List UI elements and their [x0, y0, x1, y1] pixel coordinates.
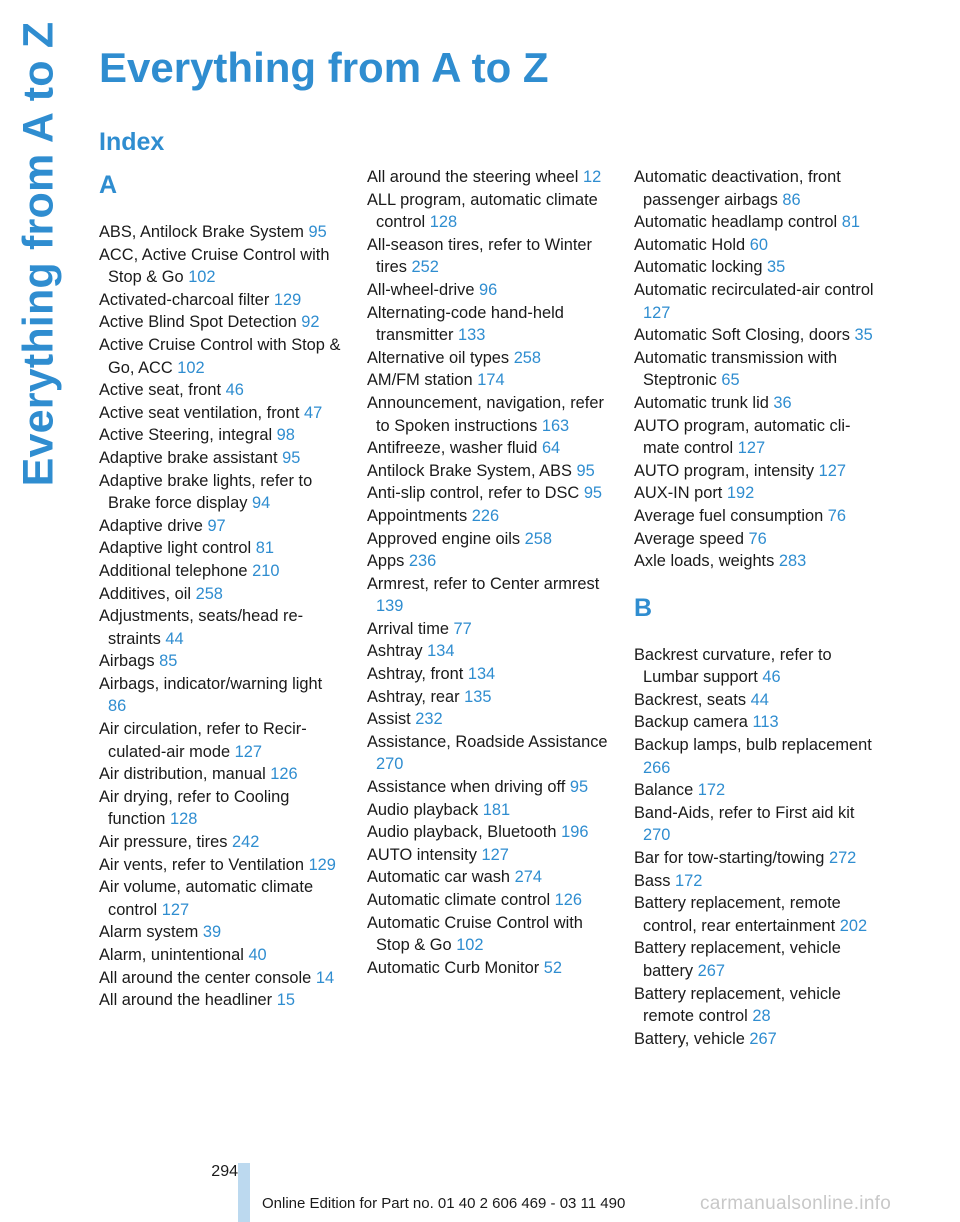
- index-entry-page-link[interactable]: 76: [827, 506, 847, 525]
- index-entry-term: Alternative oil types: [367, 348, 510, 367]
- index-entry: [367, 528, 611, 551]
- index-entry-term: Average speed: [634, 529, 744, 548]
- index-entry: [99, 763, 343, 786]
- index-entry-page-link[interactable]: 113: [752, 713, 779, 732]
- index-column-2: [367, 166, 611, 979]
- index-entry-page-link[interactable]: 77: [453, 619, 472, 638]
- index-entry: [367, 573, 611, 618]
- side-section-title-text: Everything from A to Z: [14, 21, 63, 487]
- index-entry-page-link[interactable]: 127: [481, 845, 509, 864]
- index-entry-term: Ashtray, front: [367, 665, 464, 684]
- index-entry-term: Anti-slip control, refer to DSC: [367, 484, 580, 503]
- index-entry: [99, 921, 343, 944]
- index-entry: [367, 776, 611, 799]
- index-entry: [367, 957, 611, 980]
- index-entry: [99, 718, 343, 763]
- index-entry-page-link[interactable]: 128: [169, 810, 198, 829]
- index-entry: [367, 866, 611, 889]
- index-entry-page-link[interactable]: 232: [415, 710, 443, 729]
- index-entry-term: ALL program, automatic climate control: [367, 190, 598, 232]
- index-entry: [99, 311, 343, 334]
- index-entry: [634, 937, 878, 982]
- index-entry-page-link[interactable]: 97: [207, 516, 226, 535]
- index-entry-page-link[interactable]: 192: [726, 484, 755, 503]
- index-entry-term: Air pressure, tires: [99, 833, 228, 852]
- index-entry-page-link[interactable]: 266: [643, 758, 671, 777]
- index-entry-term: Assistance, Roadside Assistance: [367, 732, 608, 751]
- index-entry-term: Antifreeze, washer fluid: [367, 439, 538, 458]
- index-entry-term: Automatic deactivation, front passenger airbags: [634, 168, 841, 209]
- index-entry: [634, 415, 878, 460]
- index-entry-term: Alarm, unintentional: [99, 946, 244, 964]
- index-entry: [634, 847, 878, 870]
- index-entry: [99, 605, 343, 650]
- index-entry-page-link[interactable]: 102: [177, 358, 205, 377]
- index-entry-page-link[interactable]: 46: [225, 381, 244, 400]
- index-entry: [634, 256, 878, 279]
- index-entry-term: Ashtray: [367, 642, 423, 661]
- index-entry-term: Additives, oil: [99, 584, 192, 603]
- index-entry: [99, 289, 343, 312]
- index-entry: [367, 302, 611, 347]
- index-entry-page-link[interactable]: 127: [643, 303, 671, 322]
- index-entry-term: Backup lamps, bulb replacement: [634, 736, 872, 755]
- index-entry-page-link[interactable]: 92: [301, 313, 320, 332]
- index-entry-page-link[interactable]: 95: [576, 461, 595, 480]
- index-entry: [99, 989, 343, 1012]
- index-entry: [99, 854, 343, 877]
- index-entry: [634, 347, 878, 392]
- index-entry-page-link[interactable]: 272: [828, 849, 857, 868]
- index-entry: [634, 392, 878, 415]
- index-entry-page-link[interactable]: 47: [304, 403, 323, 422]
- index-entry-term: Automatic car wash: [367, 868, 511, 887]
- index-entry: [99, 470, 343, 515]
- index-entry: [99, 221, 343, 244]
- index-entry-term: Assist: [367, 710, 411, 729]
- index-entry-term: AUX-IN port: [634, 484, 723, 503]
- index-entry: [634, 279, 878, 324]
- index-entry-page-link[interactable]: 134: [427, 642, 455, 661]
- index-entry-page-link[interactable]: 96: [479, 280, 498, 299]
- index-entry-page-link[interactable]: 15: [276, 991, 295, 1010]
- index-entry: [634, 324, 878, 347]
- index-entry-term: Automatic headlamp control: [634, 213, 838, 232]
- index-entry-term: Air drying, refer to Cooling function: [99, 787, 290, 829]
- index-entry-term: All around the headliner: [99, 991, 273, 1010]
- index-entry: [367, 731, 611, 776]
- index-entry-page-link[interactable]: 129: [308, 855, 336, 874]
- index-entry-term: Active seat, front: [99, 381, 222, 400]
- index-entry-page-link[interactable]: 139: [376, 597, 404, 616]
- index-entry-page-link[interactable]: 267: [697, 962, 726, 980]
- index-entry: [367, 663, 611, 686]
- index-entry: [367, 166, 611, 189]
- index-entry-term: All-wheel-drive: [367, 280, 475, 299]
- index-entry-term: Assistance when driving off: [367, 778, 566, 797]
- index-entry-term: Antilock Brake System, ABS: [367, 461, 572, 480]
- index-entry-page-link[interactable]: 135: [464, 687, 492, 706]
- index-entry-page-link[interactable]: 270: [376, 755, 404, 774]
- index-entry-page-link[interactable]: 64: [541, 439, 561, 458]
- index-entry: [367, 640, 611, 663]
- index-entry-page-link[interactable]: 258: [513, 348, 542, 367]
- index-entry-term: AUTO intensity: [367, 845, 477, 864]
- index-entry: [634, 711, 878, 734]
- index-entry-page-link[interactable]: 181: [482, 800, 511, 819]
- index-entry: [367, 550, 611, 573]
- index-entry-page-link[interactable]: 242: [232, 833, 260, 852]
- index-entry-term: Air circulation, refer to Recirculated-air mode: [99, 720, 307, 761]
- index-entry-page-link[interactable]: 44: [750, 690, 769, 709]
- index-entry-page-link[interactable]: 274: [514, 868, 542, 887]
- page-number: 294: [211, 1163, 238, 1180]
- index-entry: [367, 437, 611, 460]
- index-entry-term: AUTO program, automatic climate control: [634, 416, 851, 458]
- index-entry-term: Active seat ventilation, front: [99, 403, 300, 422]
- index-entry-page-link[interactable]: 163: [541, 416, 570, 435]
- index-column-1: [99, 166, 343, 1012]
- index-entry: [634, 734, 878, 779]
- page-title: Everything from A to Z: [99, 44, 549, 91]
- index-entry-term: Adaptive light control: [99, 539, 252, 558]
- index-entry-term: Armrest, refer to Center armrest: [367, 574, 600, 593]
- index-entry-page-link[interactable]: 236: [408, 552, 437, 571]
- index-entry-page-link[interactable]: 81: [255, 539, 274, 558]
- index-entry-page-link[interactable]: 40: [248, 946, 267, 964]
- index-entry-term: Battery, vehicle: [634, 1029, 745, 1048]
- index-entry: [634, 482, 878, 505]
- index-entry-page-link[interactable]: 267: [749, 1029, 777, 1048]
- index-entry-term: Alternating-code hand-held transmitter: [367, 303, 564, 345]
- index-entry-page-link[interactable]: 172: [675, 871, 703, 890]
- index-entry-page-link[interactable]: 86: [782, 190, 801, 209]
- index-entry-term: Airbags, indicator/warning light: [99, 674, 323, 693]
- index-entry-page-link[interactable]: 134: [467, 665, 496, 684]
- index-entry: [367, 889, 611, 912]
- index-entry-page-link[interactable]: 14: [315, 968, 335, 987]
- index-entry-term: Bass: [634, 871, 671, 890]
- index-entry: [99, 424, 343, 447]
- index-entry-page-link[interactable]: 196: [561, 823, 589, 842]
- index-letter-heading: B: [634, 593, 653, 622]
- index-entry-term: Automatic Curb Monitor: [367, 958, 540, 977]
- index-entry-term: Activated-charcoal filter: [99, 290, 270, 309]
- index-entry-page-link[interactable]: 127: [818, 461, 846, 480]
- index-entry-page-link[interactable]: 46: [762, 668, 781, 687]
- side-section-title: [14, 21, 64, 487]
- index-entry-page-link[interactable]: 102: [456, 936, 484, 955]
- index-entry-term: Adaptive brake lights, refer to Brake force display: [99, 471, 313, 513]
- index-entry-term: Additional telephone: [99, 561, 248, 580]
- index-entry: [634, 550, 878, 573]
- index-entry-term: Automatic trunk lid: [634, 393, 769, 412]
- index-entry-page-link[interactable]: 35: [854, 326, 873, 345]
- index-entry: [634, 983, 878, 1028]
- index-entry-term: Battery replacement, remote control, rear entertainment: [634, 894, 841, 935]
- index-entry: [367, 347, 611, 370]
- index-entry-term: Battery replacement, vehicle remote control: [634, 984, 841, 1026]
- index-entry-page-link[interactable]: 226: [471, 506, 500, 525]
- index-entry: [99, 876, 343, 921]
- index-entry-page-link[interactable]: 94: [251, 494, 271, 513]
- index-entry: [367, 799, 611, 822]
- index-entry-term: Balance: [634, 781, 694, 800]
- index-entry-page-link[interactable]: 76: [748, 529, 767, 548]
- index-entry-term: All around the center console: [99, 968, 312, 987]
- index-entry-term: Adaptive brake assistant: [99, 448, 278, 467]
- index-entry: [367, 618, 611, 641]
- index-entry-term: Automatic Hold: [634, 235, 746, 254]
- index-entry-page-link[interactable]: 172: [697, 781, 726, 800]
- index-entry-term: Automatic transmission with Steptronic: [634, 348, 838, 390]
- index-entry-page-link[interactable]: 283: [778, 552, 807, 571]
- index-entry-page-link[interactable]: 258: [524, 529, 553, 548]
- index-entry: [367, 234, 611, 279]
- index-entry-page-link[interactable]: 127: [234, 742, 263, 761]
- index-entry-term: All around the steering wheel: [367, 168, 579, 186]
- index-entry: [634, 892, 878, 937]
- index-entry-page-link[interactable]: 85: [159, 652, 178, 671]
- index-entry-term: Air vents, refer to Ventilation: [99, 855, 304, 874]
- index-entry: [99, 244, 343, 289]
- index-entry: [99, 831, 343, 854]
- index-entry: [367, 482, 611, 505]
- index-entry-page-link[interactable]: 174: [477, 371, 505, 390]
- index-entry-term: Automatic Cruise Control with Stop & Go: [367, 913, 583, 955]
- index-entry: [634, 460, 878, 483]
- index-entry-page-link[interactable]: 128: [429, 213, 458, 232]
- index-entry-term: AM/FM station: [367, 371, 473, 390]
- index-entry-term: Appointments: [367, 506, 468, 525]
- index-entry: [99, 786, 343, 831]
- index-entry-term: Average fuel consumption: [634, 506, 824, 525]
- index-entry-term: Adjustments, seats/head restraints: [99, 607, 304, 648]
- index-entry-term: Adaptive drive: [99, 516, 203, 535]
- index-entry-page-link[interactable]: 98: [276, 426, 295, 445]
- footer-accent-bar: [238, 1163, 250, 1222]
- index-entry: [367, 505, 611, 528]
- index-entry: [99, 944, 343, 967]
- index-entry-term: Audio playback: [367, 800, 479, 819]
- index-entry-page-link[interactable]: 133: [457, 326, 486, 345]
- index-entry: [367, 708, 611, 731]
- index-entry-term: Ashtray, rear: [367, 687, 460, 706]
- index-entry: [367, 844, 611, 867]
- index-entry-page-link[interactable]: 65: [721, 371, 740, 390]
- index-entry-term: Alarm system: [99, 923, 199, 942]
- index-entry: [367, 189, 611, 234]
- index-entry-term: Airbags: [99, 652, 155, 671]
- index-entry-term: ABS, Antilock Brake System: [99, 223, 304, 241]
- index-entry-page-link[interactable]: 28: [752, 1007, 771, 1026]
- index-entry-page-link[interactable]: 210: [252, 561, 280, 580]
- index-entry: [367, 392, 611, 437]
- index-entry-term: Air volume, automatic climate control: [99, 878, 314, 919]
- index-entry: [99, 447, 343, 470]
- index-entry-page-link[interactable]: 252: [411, 258, 439, 277]
- index-entry-page-link[interactable]: 95: [569, 778, 589, 797]
- index-entry-term: Automatic locking: [634, 258, 763, 277]
- index-entry-page-link[interactable]: 127: [737, 439, 766, 458]
- index-entry-page-link[interactable]: 12: [582, 168, 602, 186]
- index-entry: [634, 802, 878, 847]
- index-entry-page-link[interactable]: 52: [543, 958, 562, 977]
- index-entry: [634, 505, 878, 528]
- index-entry: [367, 460, 611, 483]
- index-entry-page-link[interactable]: 126: [554, 891, 583, 909]
- index-entry-term: Air distribution, manual: [99, 765, 266, 784]
- index-entry: [634, 234, 878, 257]
- index-entry-page-link[interactable]: 126: [270, 765, 298, 784]
- index-entry-term: Automatic climate control: [367, 891, 551, 909]
- index-entry-page-link[interactable]: 270: [643, 826, 671, 845]
- index-entry-term: Apps: [367, 552, 405, 571]
- index-entry: [99, 334, 343, 379]
- index-entry: [367, 279, 611, 302]
- index-entry-page-link[interactable]: 95: [282, 448, 301, 467]
- index-entry-page-link[interactable]: 102: [188, 268, 216, 287]
- index-entry: [99, 560, 343, 583]
- index-entry: [634, 166, 878, 211]
- index-entry-page-link[interactable]: 86: [108, 697, 127, 716]
- index-entry-page-link[interactable]: 127: [161, 900, 190, 919]
- index-entry: [367, 686, 611, 709]
- index-entry-term: AUTO program, intensity: [634, 461, 815, 480]
- index-entry: [99, 583, 343, 606]
- index-entry-page-link[interactable]: 60: [749, 235, 768, 254]
- index-entry: [634, 211, 878, 234]
- index-entry-term: Approved engine oils: [367, 529, 521, 548]
- index-entry-term: Active Steering, integral: [99, 426, 273, 445]
- index-entry-term: Backrest, seats: [634, 690, 747, 709]
- index-entry-term: Band-Aids, refer to First aid kit: [634, 803, 855, 822]
- section-subtitle: Index: [99, 128, 165, 156]
- index-entry: [367, 912, 611, 957]
- index-entry-page-link[interactable]: 95: [583, 484, 603, 503]
- index-entry-term: ACC, Active Cruise Control with Stop & Go: [99, 245, 330, 287]
- index-entry-page-link[interactable]: 36: [773, 393, 792, 412]
- index-entry: [99, 967, 343, 990]
- index-entry-page-link[interactable]: 44: [165, 629, 184, 648]
- index-entry-term: Backup camera: [634, 713, 748, 732]
- index-entry: [367, 821, 611, 844]
- index-entry-term: Bar for tow-starting/towing: [634, 849, 825, 868]
- index-entry-term: Audio playback, Bluetooth: [367, 823, 557, 842]
- index-entry-term: Active Blind Spot Detection: [99, 313, 297, 332]
- index-entry: [99, 515, 343, 538]
- index-entry-page-link[interactable]: 95: [308, 223, 327, 241]
- footer-edition-text: Online Edition for Part no. 01 40 2 606 469 - 03 11 490: [262, 1195, 626, 1212]
- index-letter-heading: A: [99, 171, 118, 199]
- index-entry-term: Automatic recirculated-air control: [634, 280, 874, 299]
- index-entry: [634, 779, 878, 802]
- index-entry-term: All-season tires, refer to Winter tires: [367, 235, 592, 277]
- index-entry-page-link[interactable]: 258: [195, 584, 223, 603]
- index-entry-term: Backrest curvature, refer to Lumbar support: [634, 645, 832, 687]
- index-entry: [99, 537, 343, 560]
- index-entry-term: Axle loads, weights: [634, 552, 775, 571]
- index-entry-page-link[interactable]: 39: [202, 923, 222, 942]
- index-entry-page-link[interactable]: 129: [273, 290, 302, 309]
- index-entry: [634, 1028, 878, 1051]
- index-entry-term: Automatic Soft Closing, doors: [634, 326, 850, 345]
- index-entry: [634, 644, 878, 689]
- index-entry-term: Announcement, navigation, refer to Spoken instructions: [367, 393, 604, 435]
- index-entry-page-link[interactable]: 35: [767, 258, 786, 277]
- index-entry: [634, 870, 878, 893]
- index-column-3: [634, 166, 878, 1050]
- index-entry-term: Active Cruise Control with Stop & Go, ACC: [99, 335, 341, 377]
- index-entry-term: Arrival time: [367, 619, 449, 638]
- watermark: carmanualsonline.info: [700, 1193, 892, 1214]
- index-entry-term: Battery replacement, vehicle battery: [634, 939, 841, 980]
- index-entry: [634, 689, 878, 712]
- index-entry-page-link[interactable]: 81: [841, 213, 860, 232]
- index-entry: [99, 673, 343, 718]
- index-entry: [634, 528, 878, 551]
- index-entry: [99, 379, 343, 402]
- index-entry: [99, 402, 343, 425]
- index-entry: [99, 650, 343, 673]
- index-entry-page-link[interactable]: 202: [839, 916, 868, 935]
- index-entry: [367, 369, 611, 392]
